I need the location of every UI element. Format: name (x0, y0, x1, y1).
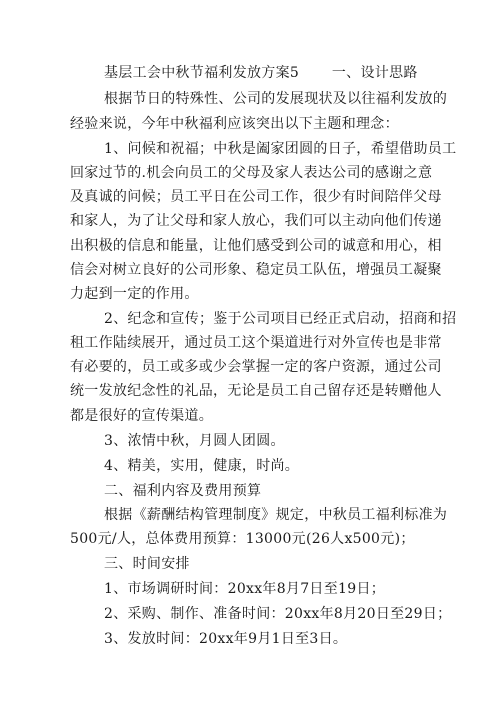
paragraph-line: 都是很好的宣传渠道。 (70, 408, 213, 424)
section-heading-schedule: 三、时间安排 (104, 556, 190, 572)
paragraph-line: 回家过节的.机会向员工的父母及家人表达公司的感谢之意 (70, 165, 433, 181)
paragraph-line: 出积极的信息和能量，让他们感受到公司的诚意和用心，相 (70, 238, 442, 254)
paragraph-line: 和家人，为了让父母和家人放心，我们可以主动向他们传递 (70, 213, 442, 229)
list-item-line: 2、纪念和宣传；鉴于公司项目已经正式启动，招商和招 (104, 311, 457, 327)
paragraph-line: 力起到一定的作用。 (70, 286, 199, 302)
list-item-line: 3、浓情中秋，月圆人团圆。 (104, 433, 285, 449)
list-item-line: 1、问候和祝福；中秋是阖家团圆的日子，希望借助员工 (104, 141, 457, 157)
paragraph-line: 租工作陆续展开，通过员工这个渠道进行对外宣传也是非常 (70, 335, 442, 351)
section-heading-benefits: 二、福利内容及费用预算 (104, 483, 262, 499)
document-title: 基层工会中秋节福利发放方案5 (104, 65, 300, 81)
paragraph-line: 经验来说，今年中秋福利应该突出以下主题和理念： (70, 116, 399, 132)
schedule-item: 1、市场调研时间：20xx年8月7日至19日； (104, 581, 386, 597)
list-item-line: 4、精美，实用，健康，时尚。 (104, 458, 300, 474)
paragraph-line: 根据节日的特殊性、公司的发展现状及以往福利发放的 (104, 91, 448, 107)
schedule-item: 3、发放时间：20xx年9月1日至3日。 (104, 631, 348, 647)
schedule-item: 2、采购、制作、准备时间：20xx年8月20日至29日； (104, 606, 452, 622)
paragraph-line: 统一发放纪念性的礼品，无论是员工自己留存还是转赠他人 (70, 383, 442, 399)
paragraph-line: 及真诚的问候；员工平日在公司工作，很少有时间陪伴父母 (70, 189, 442, 205)
paragraph-line: 信会对树立良好的公司形象、稳定员工队伍，增强员工凝聚 (70, 262, 442, 278)
title-line (104, 64, 500, 82)
paragraph-line: 500元/人，总体费用预算：13000元(26人x500元)； (70, 531, 415, 547)
paragraph-line: 根据《薪酬结构管理制度》规定，中秋员工福利标准为 (104, 507, 448, 523)
section-heading-design: 一、设计思路 (331, 65, 418, 81)
paragraph-line: 有必要的，员工或多或少会掌握一定的客户资源，通过公司 (70, 359, 442, 375)
